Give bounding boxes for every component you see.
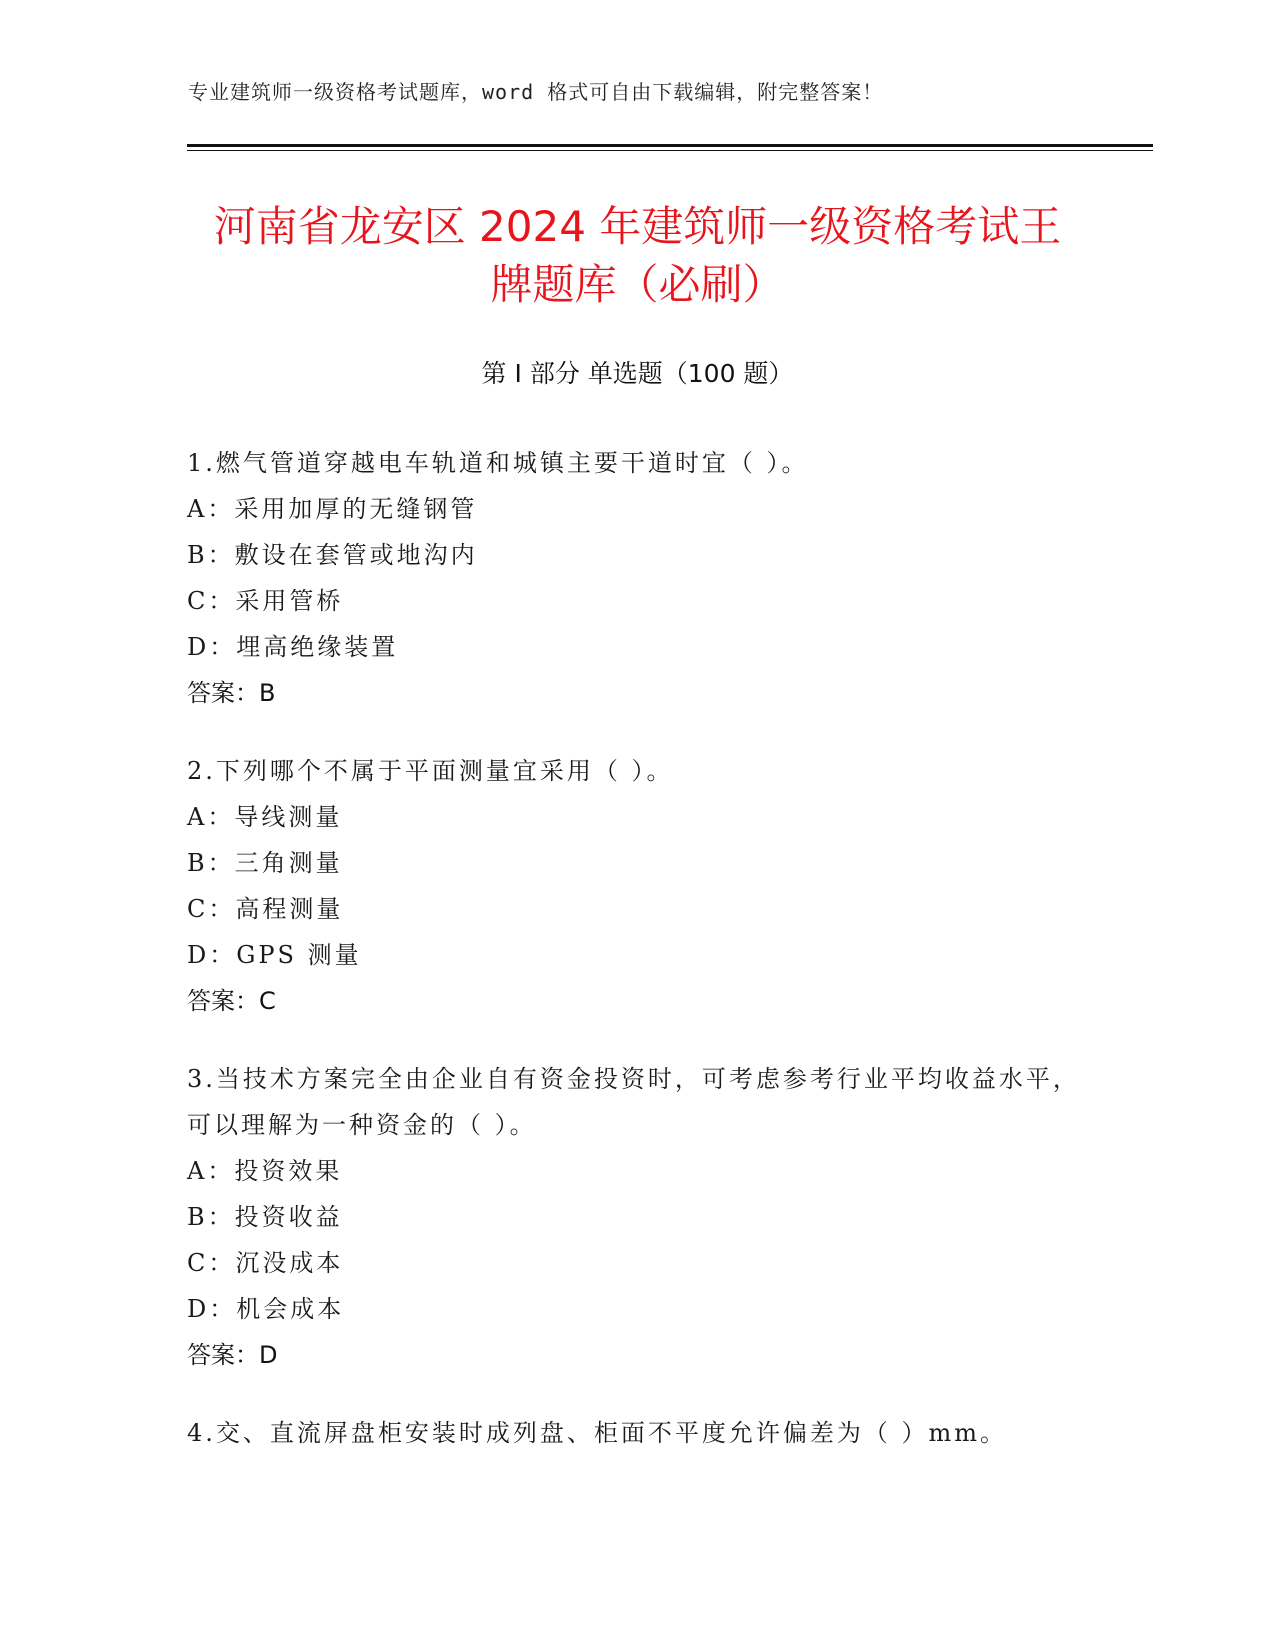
title-line-2: 牌题库（必刷） xyxy=(490,260,785,309)
option-c: C：高程测量 xyxy=(187,895,344,923)
question-4 xyxy=(187,1410,1087,1456)
document-title xyxy=(150,198,1125,314)
answer: 答案：B xyxy=(187,679,276,707)
question-stem: 3.当技术方案完全由企业自有资金投资时，可考虑参考行业平均收益水平，可以理解为一种资金的（ ）。 xyxy=(187,1065,1080,1139)
option-a: A：导线测量 xyxy=(187,803,343,831)
question-list xyxy=(187,440,1087,1488)
option-b: B：敷设在套管或地沟内 xyxy=(187,541,478,569)
header-note: 专业建筑师一级资格考试题库，word 格式可自由下载编辑，附完整答案！ xyxy=(188,80,884,104)
option-a: A：投资效果 xyxy=(187,1157,343,1185)
option-c: C：采用管桥 xyxy=(187,587,344,615)
question-stem: 2.下列哪个不属于平面测量宜采用（ ）。 xyxy=(187,757,674,785)
option-c: C：沉没成本 xyxy=(187,1249,344,1277)
question-3 xyxy=(187,1056,1087,1378)
option-b: B：投资收益 xyxy=(187,1203,343,1231)
answer: 答案：C xyxy=(187,987,276,1015)
title-line-1: 河南省龙安区 2024 年建筑师一级资格考试王 xyxy=(213,202,1062,251)
option-d: D：GPS 测量 xyxy=(187,941,362,969)
question-1 xyxy=(187,440,1087,716)
question-stem: 1.燃气管道穿越电车轨道和城镇主要干道时宜（ ）。 xyxy=(187,449,809,477)
option-d: D：机会成本 xyxy=(187,1295,345,1323)
section-title: 第 I 部分 单选题（100 题） xyxy=(481,359,794,388)
header-rule-thin xyxy=(187,150,1153,151)
question-stem: 4.交、直流屏盘柜安装时成列盘、柜面不平度允许偏差为（ ）mm。 xyxy=(187,1419,1008,1447)
question-2 xyxy=(187,748,1087,1024)
option-d: D：埋高绝缘装置 xyxy=(187,633,399,661)
option-a: A：采用加厚的无缝钢管 xyxy=(187,495,478,523)
header-rule-thick xyxy=(187,144,1153,147)
option-b: B：三角测量 xyxy=(187,849,343,877)
answer: 答案：D xyxy=(187,1341,278,1369)
